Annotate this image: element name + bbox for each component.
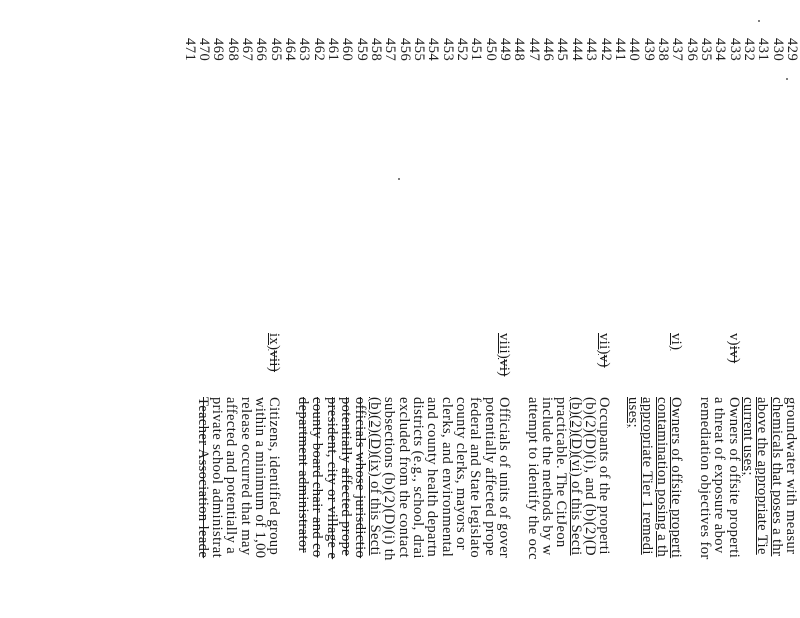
body-text-line <box>209 397 224 558</box>
body-text-line <box>439 397 454 557</box>
text-segment: within a minimum of 1,00 <box>252 397 269 559</box>
line-number: 461 <box>325 38 341 62</box>
line-number: 459 <box>353 38 370 62</box>
body-text-line <box>668 397 683 558</box>
body-text-line <box>324 397 339 559</box>
body-text-line <box>640 397 655 555</box>
enumerator-part: vi) <box>668 333 685 351</box>
line-number: 470 <box>195 38 212 62</box>
list-enumerator <box>596 333 611 368</box>
line-number: 455 <box>411 38 428 62</box>
line-number: 463 <box>296 38 313 62</box>
text-segment: Teacher Association leade <box>194 397 211 559</box>
line-number: 471 <box>181 38 198 62</box>
text-segment: Occupants of the properti <box>596 397 613 555</box>
body-text-line <box>410 397 425 559</box>
line-number: 430 <box>769 38 786 62</box>
body-text-line <box>654 397 669 557</box>
list-enumerator <box>496 333 511 376</box>
text-segment: subsections (b)(2)(D)(i) th <box>381 397 398 561</box>
scan-speck <box>398 178 400 180</box>
body-text-line <box>783 397 798 554</box>
line-number: 436 <box>683 38 700 62</box>
line-number: 447 <box>525 38 542 62</box>
text-segment: groundwater with measur <box>783 397 799 555</box>
text-segment: president, city or village e <box>323 397 340 560</box>
text-segment: (b)(2)(D)(i), and (b)(2)(D <box>582 397 599 556</box>
line-number: 445 <box>554 38 571 62</box>
line-number: 448 <box>511 38 528 62</box>
text-segment: federal and State legislato <box>467 397 484 558</box>
text-segment: excluded from the contact <box>395 397 412 558</box>
line-number: 453 <box>439 38 456 62</box>
body-text-line <box>769 397 784 556</box>
body-text-line <box>539 397 554 556</box>
line-number: 433 <box>726 38 743 62</box>
line-number: 444 <box>568 38 585 62</box>
body-text-line <box>367 397 382 556</box>
line-number: 437 <box>669 38 686 62</box>
text-segment: potentially affected prope <box>338 397 355 557</box>
body-text-line <box>711 397 726 554</box>
list-enumerator <box>668 333 683 350</box>
body-text-line <box>338 397 353 556</box>
line-number: 454 <box>425 38 442 62</box>
line-number: 450 <box>482 38 499 62</box>
text-segment: potentially affected prope <box>481 397 498 557</box>
body-text-line <box>525 397 540 560</box>
enumerator-part: v) <box>596 354 613 368</box>
text-segment: include the methods by w <box>539 397 556 556</box>
text-segment: clerks, and environmental <box>438 397 455 558</box>
body-text-line <box>353 397 368 558</box>
text-segment: Owners of offsite properti <box>668 397 685 559</box>
text-segment: chemicals that poses a thr <box>768 397 785 557</box>
text-segment: county board chair and co <box>309 397 326 558</box>
line-number: 435 <box>697 38 714 62</box>
line-number: 429 <box>784 38 800 62</box>
line-number: 431 <box>755 38 772 62</box>
line-number: 462 <box>310 38 327 62</box>
body-text-line <box>553 397 568 548</box>
line-number: 468 <box>224 38 241 62</box>
enumerator-part: viii) <box>496 333 512 360</box>
body-text-line <box>726 397 741 558</box>
text-segment: current uses; <box>739 397 756 476</box>
line-number: 441 <box>611 38 628 62</box>
line-number: 458 <box>368 38 385 62</box>
line-number: 469 <box>210 38 227 62</box>
body-text-line <box>568 397 583 556</box>
body-text-line <box>396 397 411 558</box>
text-segment: (b)(2)(D)(vi) of this Secti <box>567 397 584 556</box>
body-text-line <box>496 397 511 558</box>
line-number: 439 <box>640 38 657 62</box>
text-segment: Citizens, identified group <box>266 397 283 556</box>
body-text-line <box>754 397 769 555</box>
body-text-line <box>266 397 281 555</box>
enumerator-part: ix) <box>266 333 283 351</box>
line-number: 467 <box>238 38 255 62</box>
line-number-column <box>182 38 799 74</box>
enumerator-part: vii) <box>266 350 283 373</box>
text-segment: contamination posing a th <box>653 397 670 558</box>
text-segment: attempt to identify the occ <box>524 397 541 561</box>
body-text-line <box>582 397 597 556</box>
body-text-line <box>625 397 640 428</box>
text-segment: Officials of units of gover <box>496 397 512 559</box>
line-number: 449 <box>497 38 514 62</box>
body-text-line <box>223 397 238 554</box>
text-segment: districts (e.g., school, drai <box>409 397 426 559</box>
text-segment: county clerks, mayors or <box>452 397 469 550</box>
line-number: 440 <box>626 38 643 62</box>
line-number: 464 <box>281 38 298 62</box>
text-segment: appropriate Tier 1 remedi <box>639 397 656 555</box>
line-number: 451 <box>468 38 485 62</box>
body-text-line <box>238 397 253 556</box>
body-text-line <box>697 397 712 560</box>
scan-speck <box>758 20 760 22</box>
line-number: 466 <box>253 38 270 62</box>
body-text-line <box>596 397 611 555</box>
body-text-line <box>252 397 267 558</box>
text-segment: (b)(2)(D)(ix) of this Secti <box>366 397 383 556</box>
text-segment: a threat of exposure abov <box>711 397 728 554</box>
text-segment: above the appropriate Tie <box>754 397 771 555</box>
enumerator-part: v) <box>725 333 742 346</box>
body-text-line <box>195 397 210 558</box>
enumerator-part: vi) <box>496 359 512 377</box>
line-number: 434 <box>712 38 729 62</box>
text-segment: practicable. The CitJeon <box>553 397 570 548</box>
text-segment: affected and potentially a <box>223 397 240 555</box>
line-number: 452 <box>454 38 471 62</box>
line-number: 460 <box>339 38 356 62</box>
body-text-line <box>482 397 497 556</box>
body-text-line <box>424 397 439 557</box>
list-enumerator <box>266 333 281 372</box>
line-number: 442 <box>597 38 614 62</box>
line-number: 432 <box>740 38 757 62</box>
line-number: 443 <box>583 38 600 62</box>
text-segment: and county health departn <box>424 397 441 558</box>
line-number: 456 <box>396 38 413 62</box>
enumerator-part: iv) <box>725 345 742 364</box>
text-segment: private school administrat <box>209 397 225 559</box>
text-segment: remediation objectives for <box>696 397 713 560</box>
body-text-line <box>740 397 755 476</box>
text-segment: uses; <box>625 397 642 428</box>
text-segment: department administrator <box>295 397 312 553</box>
line-number: 465 <box>267 38 284 62</box>
body-text-line <box>295 397 310 553</box>
text-segment: officials whose jurisdictio <box>352 397 369 559</box>
body-text-line <box>453 397 468 550</box>
scan-speck <box>786 78 788 80</box>
line-number: 446 <box>540 38 557 62</box>
body-text-line <box>467 397 482 558</box>
body-text-line <box>381 397 396 561</box>
body-text-line <box>309 397 324 558</box>
line-number: 438 <box>654 38 671 62</box>
list-enumerator <box>726 333 741 363</box>
text-segment: Owners of offsite properti <box>725 397 742 559</box>
text-segment: release occurred that may <box>237 397 254 556</box>
line-number: 457 <box>382 38 399 62</box>
enumerator-part: vii) <box>596 333 613 355</box>
